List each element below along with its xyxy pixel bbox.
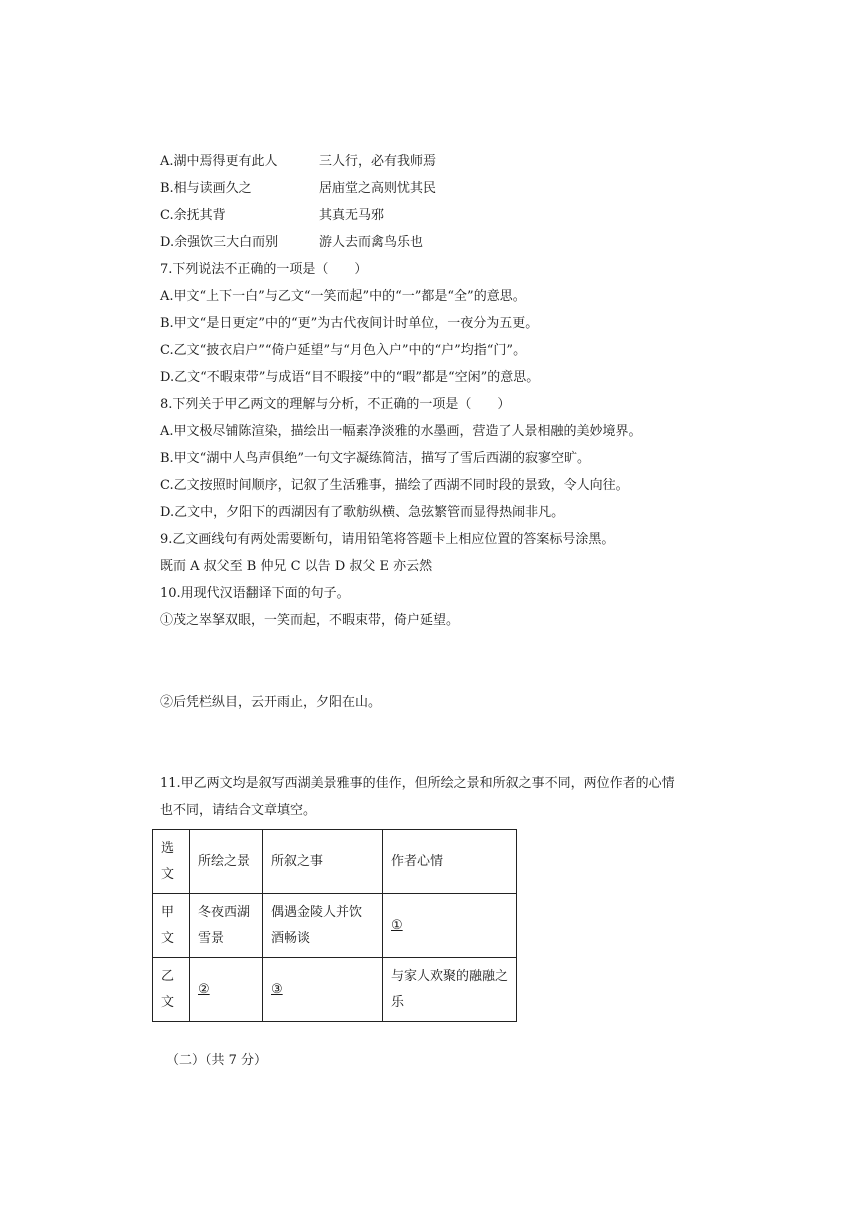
q6-option-c-right: 其真无马邪 xyxy=(319,208,385,223)
q6-option-c-left: C.余抚其背 xyxy=(160,208,226,223)
q7-option-c: C.乙文“披衣启户”“倚户延望”与“月色入户”中的“户”均指“门”。 xyxy=(160,343,527,358)
header-cell: 作者心情 xyxy=(383,830,517,894)
table-cell: 冬夜西湖雪景 xyxy=(190,894,263,958)
header-cell: 所绘之景 xyxy=(190,830,263,894)
header-cell: 所叙之事 xyxy=(263,830,383,894)
q9-stem: 9.乙文画线句有两处需要断句，请用铅笔将答题卡上相应位置的答案标号涂黑。 xyxy=(160,532,615,547)
q10-stem: 10.用现代汉语翻译下面的句子。 xyxy=(160,586,350,601)
q6-option-b-left: B.相与读画久之 xyxy=(160,181,252,196)
table-cell: 偶遇金陵人并饮酒畅谈 xyxy=(263,894,383,958)
q8-stem: 8.下列关于甲乙两文的理解与分析，不正确的一项是（ ） xyxy=(160,397,511,412)
table-header-row xyxy=(153,830,517,894)
q6-option-d-right: 游人去而禽鸟乐也 xyxy=(319,235,424,250)
q7-option-b: B.甲文“是日更定”中的“更”为古代夜间计时单位，一夜分为五更。 xyxy=(160,316,539,331)
q8-option-d: D.乙文中，夕阳下的西湖因有了歌舫纵横、急弦繁管而显得热闹非凡。 xyxy=(160,505,565,520)
section-heading: （二）（共 7 分） xyxy=(166,1053,268,1068)
q8-option-c: C.乙文按照时间顺序，记叙了生活雅事，描绘了西湖不同时段的景致，令人向往。 xyxy=(160,478,629,493)
q7-stem: 7.下列说法不正确的一项是（ ） xyxy=(160,262,368,277)
q11-stem-line2: 也不同，请结合文章填空。 xyxy=(160,803,317,818)
table-cell: 甲文 xyxy=(153,894,190,958)
q11-stem-line1: 11.甲乙两文均是叙写西湖美景雅事的佳作，但所绘之景和所叙之事不同，两位作者的心情 xyxy=(160,776,675,791)
q11-answer-table xyxy=(152,829,517,1022)
q10-sentence-2: ②后凭栏纵目，云开雨止，夕阳在山。 xyxy=(160,695,382,710)
q6-option-a-left: A.湖中焉得更有此人 xyxy=(160,154,278,169)
q6-option-d-left: D.余强饮三大白而别 xyxy=(160,235,279,250)
table-cell: 乙文 xyxy=(153,958,190,1022)
q8-option-a: A.甲文极尽铺陈渲染，描绘出一幅素净淡雅的水墨画，营造了人景相融的美妙境界。 xyxy=(160,424,642,439)
q7-option-d: D.乙文“不暇束带”与成语“目不暇接”中的“暇”都是“空闲”的意思。 xyxy=(160,370,540,385)
table-row xyxy=(153,958,517,1022)
header-cell: 选文 xyxy=(153,830,190,894)
blank-cell-2: ② xyxy=(190,958,263,1022)
table-row xyxy=(153,894,517,958)
q6-option-a-right: 三人行，必有我师焉 xyxy=(319,154,437,169)
blank-cell-3: ③ xyxy=(263,958,383,1022)
q10-sentence-1: ①茂之崒拏双眼，一笑而起，不暇束带，倚户延望。 xyxy=(160,613,460,628)
q7-option-a: A.甲文“上下一白”与乙文“一笑而起”中的“一”都是“全”的意思。 xyxy=(160,289,526,304)
blank-cell-1: ① xyxy=(383,894,517,958)
table-cell: 与家人欢聚的融融之乐 xyxy=(383,958,517,1022)
q9-sentence: 既而 A 叔父至 B 仲兄 C 以告 D 叔父 E 亦云然 xyxy=(160,559,433,574)
q8-option-b: B.甲文“湖中人鸟声俱绝”一句文字凝练简洁，描写了雪后西湖的寂寥空旷。 xyxy=(160,451,590,466)
q6-option-b-right: 居庙堂之高则忧其民 xyxy=(319,181,437,196)
